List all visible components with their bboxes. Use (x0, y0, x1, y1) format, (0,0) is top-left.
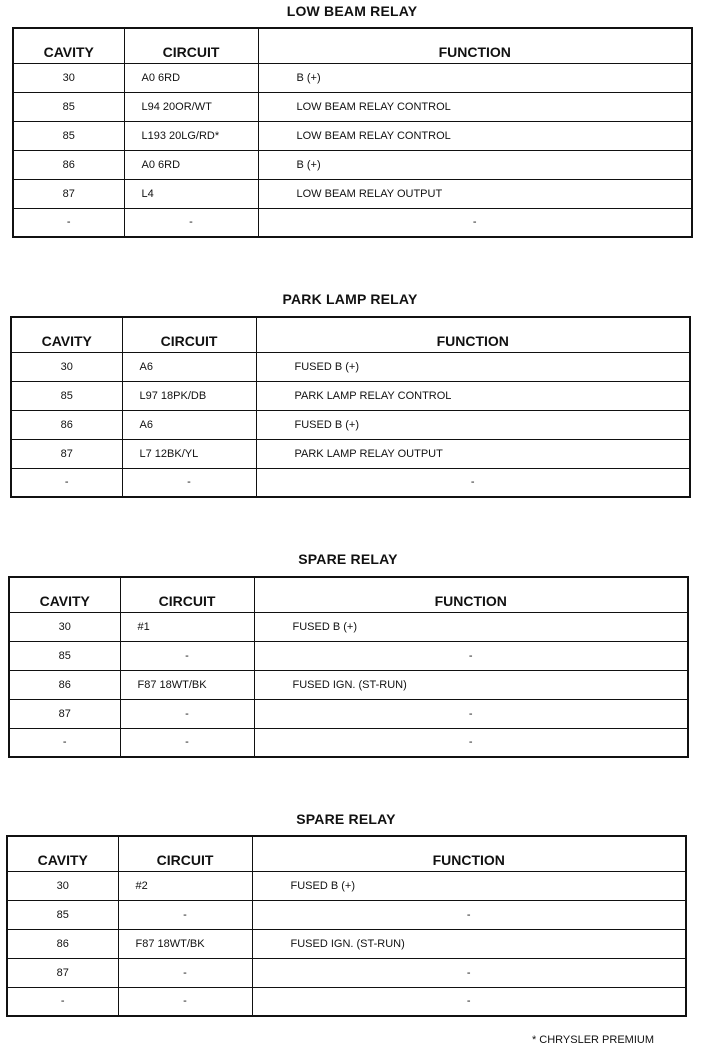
circuit-cell: L7 12BK/YL (122, 439, 256, 468)
table-row (7, 900, 686, 929)
function-cell: B (+) (258, 150, 692, 179)
cavity-cell: 85 (9, 641, 120, 670)
circuit-cell: L97 18PK/DB (122, 381, 256, 410)
column-header-function: FUNCTION (252, 836, 686, 871)
circuit-cell: L4 (124, 179, 258, 208)
function-cell: FUSED IGN. (ST-RUN) (252, 929, 686, 958)
cavity-cell: - (9, 728, 120, 757)
footnote: * CHRYSLER PREMIUM (531, 1034, 654, 1046)
column-header-circuit: CIRCUIT (124, 28, 258, 63)
circuit-cell: A0 6RD (124, 63, 258, 92)
table-row (13, 179, 692, 208)
column-header-cavity: CAVITY (13, 28, 124, 63)
table-row (9, 612, 688, 641)
function-cell: LOW BEAM RELAY OUTPUT (258, 179, 692, 208)
cavity-cell: 87 (11, 439, 122, 468)
function-cell: LOW BEAM RELAY CONTROL (258, 92, 692, 121)
function-cell: FUSED B (+) (252, 871, 686, 900)
function-cell: - (258, 208, 692, 237)
circuit-cell: - (120, 699, 254, 728)
table-row (13, 92, 692, 121)
section-title: SPARE RELAY (296, 811, 396, 827)
cavity-cell: 87 (9, 699, 120, 728)
function-cell: - (254, 641, 688, 670)
column-header-cavity: CAVITY (9, 577, 120, 612)
circuit-cell: - (118, 958, 252, 987)
cavity-cell: 86 (7, 929, 118, 958)
circuit-cell: F87 18WT/BK (120, 670, 254, 699)
circuit-cell: - (118, 900, 252, 929)
function-cell: LOW BEAM RELAY CONTROL (258, 121, 692, 150)
cavity-cell: 85 (13, 121, 124, 150)
cavity-cell: 85 (11, 381, 122, 410)
table-row (11, 381, 690, 410)
park-lamp-relay-table (10, 316, 691, 498)
function-cell: FUSED IGN. (ST-RUN) (254, 670, 688, 699)
section-title: PARK LAMP RELAY (282, 291, 418, 307)
table-row (13, 208, 692, 237)
table-row (7, 871, 686, 900)
circuit-cell: A6 (122, 410, 256, 439)
column-header-function: FUNCTION (254, 577, 688, 612)
circuit-cell: L94 20OR/WT (124, 92, 258, 121)
function-cell: PARK LAMP RELAY CONTROL (256, 381, 690, 410)
circuit-cell: - (120, 641, 254, 670)
cavity-cell: 86 (9, 670, 120, 699)
table-row (7, 929, 686, 958)
column-header-function: FUNCTION (256, 317, 690, 352)
table-row (13, 121, 692, 150)
circuit-cell: - (124, 208, 258, 237)
column-header-circuit: CIRCUIT (120, 577, 254, 612)
table-row (11, 352, 690, 381)
cavity-cell: 86 (13, 150, 124, 179)
function-cell: - (256, 468, 690, 497)
cavity-cell: 30 (11, 352, 122, 381)
circuit-cell: A6 (122, 352, 256, 381)
function-cell: - (252, 987, 686, 1016)
table-row (9, 641, 688, 670)
cavity-cell: 86 (11, 410, 122, 439)
cavity-cell: 85 (13, 92, 124, 121)
cavity-cell: 30 (13, 63, 124, 92)
cavity-cell: - (11, 468, 122, 497)
circuit-cell: #1 (120, 612, 254, 641)
cavity-cell: 30 (9, 612, 120, 641)
table-row (11, 410, 690, 439)
cavity-cell: 87 (13, 179, 124, 208)
circuit-cell: #2 (118, 871, 252, 900)
circuit-cell: A0 6RD (124, 150, 258, 179)
table-row (9, 670, 688, 699)
cavity-cell: 87 (7, 958, 118, 987)
function-cell: B (+) (258, 63, 692, 92)
table-row (11, 468, 690, 497)
function-cell: - (254, 699, 688, 728)
table-row (9, 728, 688, 757)
section-title: SPARE RELAY (298, 551, 398, 567)
function-cell: - (252, 958, 686, 987)
function-cell: - (252, 900, 686, 929)
circuit-cell: L193 20LG/RD* (124, 121, 258, 150)
low-beam-relay-table (12, 27, 693, 238)
function-cell: PARK LAMP RELAY OUTPUT (256, 439, 690, 468)
function-cell: FUSED B (+) (256, 410, 690, 439)
table-row (11, 439, 690, 468)
table-row (7, 958, 686, 987)
cavity-cell: - (7, 987, 118, 1016)
column-header-cavity: CAVITY (7, 836, 118, 871)
cavity-cell: 85 (7, 900, 118, 929)
function-cell: FUSED B (+) (256, 352, 690, 381)
column-header-cavity: CAVITY (11, 317, 122, 352)
spare-relay-2-table (6, 835, 687, 1017)
circuit-cell: - (120, 728, 254, 757)
column-header-circuit: CIRCUIT (118, 836, 252, 871)
column-header-function: FUNCTION (258, 28, 692, 63)
circuit-cell: - (122, 468, 256, 497)
cavity-cell: 30 (7, 871, 118, 900)
column-header-circuit: CIRCUIT (122, 317, 256, 352)
section-title: LOW BEAM RELAY (286, 3, 418, 19)
cavity-cell: - (13, 208, 124, 237)
circuit-cell: F87 18WT/BK (118, 929, 252, 958)
table-row (13, 150, 692, 179)
function-cell: - (254, 728, 688, 757)
circuit-cell: - (118, 987, 252, 1016)
table-row (13, 63, 692, 92)
function-cell: FUSED B (+) (254, 612, 688, 641)
table-row (7, 987, 686, 1016)
table-row (9, 699, 688, 728)
spare-relay-1-table (8, 576, 689, 758)
